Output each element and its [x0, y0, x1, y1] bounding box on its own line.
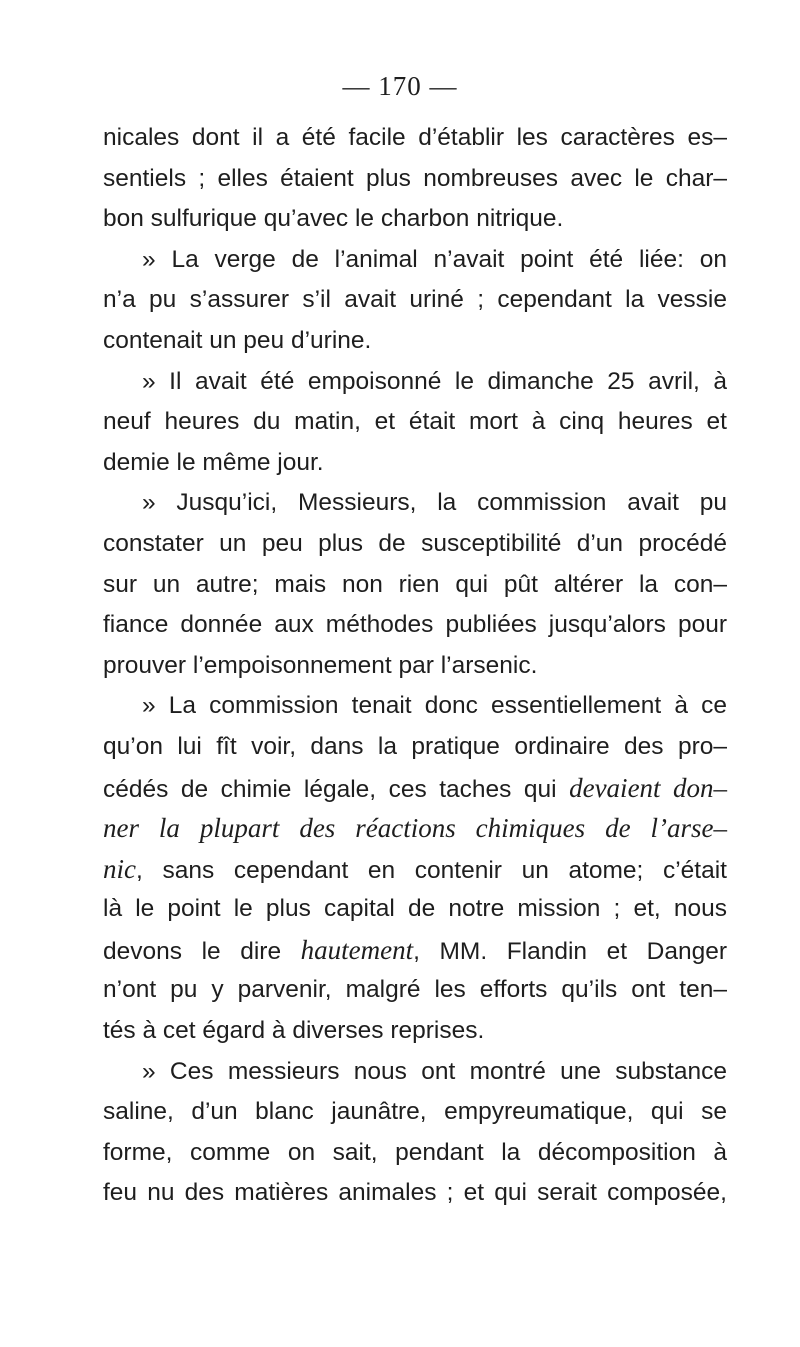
text-segment: feu nu des matières animales ; et qui serait composée,	[103, 1179, 727, 1207]
italic-text-segment: ner la plupart des réactions chimiques de l’arse–	[103, 813, 727, 844]
text-segment: n’a pu s’assurer s’il avait uriné ; cependant la vessie	[103, 286, 727, 314]
text-segment: neuf heures du matin, et était mort à cinq heures et	[103, 408, 727, 436]
text-segment: prouver l’empoisonnement par l’arsenic.	[103, 651, 538, 679]
text-segment: contenait un peu d’urine.	[103, 326, 372, 354]
text-line	[103, 159, 727, 200]
text-segment: fiance donnée aux méthodes publiées jusqu’alors pour	[103, 611, 727, 639]
text-line	[103, 1052, 727, 1093]
text-line	[103, 565, 727, 606]
text-line	[103, 1011, 727, 1052]
text-segment: , sans cependant en contenir un atome; c’était	[136, 856, 727, 884]
text-segment: tés à cet égard à diverses reprises.	[103, 1017, 485, 1045]
text-segment: » La verge de l’animal n’avait point été liée: on	[142, 245, 727, 273]
text-segment: bon sulfurique qu’avec le charbon nitrique.	[103, 205, 564, 233]
text-line	[103, 118, 727, 159]
text-line	[103, 483, 727, 524]
text-line	[103, 605, 727, 646]
text-segment: , MM. Flandin et Danger	[413, 937, 727, 965]
text-line	[103, 1092, 727, 1133]
text-segment: qu’on lui fît voir, dans la pratique ordinaire des pro–	[103, 732, 727, 760]
text-line	[103, 1173, 727, 1214]
text-line	[103, 727, 727, 768]
text-line	[103, 524, 727, 565]
text-line	[103, 362, 727, 403]
text-line	[103, 808, 727, 849]
text-segment: là le point le plus capital de notre mission ; et, nous	[103, 895, 727, 923]
text-line	[103, 280, 727, 321]
text-line	[103, 646, 727, 687]
text-segment: » Ces messieurs nous ont montré une substance	[142, 1057, 727, 1085]
text-line	[103, 199, 727, 240]
italic-text-segment: nic	[103, 853, 136, 884]
text-segment: sentiels ; elles étaient plus nombreuses avec le char–	[103, 164, 727, 192]
text-segment: sur un autre; mais non rien qui pût altérer la con–	[103, 570, 727, 598]
text-segment: » Il avait été empoisonné le dimanche 25 avril, à	[142, 367, 727, 395]
text-line	[103, 889, 727, 930]
text-line	[103, 768, 727, 809]
body-text	[103, 118, 727, 1214]
text-segment: cédés de chimie légale, ces taches qui	[103, 775, 570, 803]
text-line	[103, 686, 727, 727]
italic-text-segment: devaient don–	[569, 772, 727, 803]
text-segment: devons le dire	[103, 937, 301, 965]
text-line	[103, 970, 727, 1011]
text-line	[103, 321, 727, 362]
text-segment: n’ont pu y parvenir, malgré les efforts qu’ils ont ten–	[103, 976, 727, 1004]
text-line	[103, 930, 727, 971]
text-segment: » La commission tenait donc essentiellement à ce	[142, 692, 727, 720]
text-line	[103, 240, 727, 281]
text-line	[103, 402, 727, 443]
text-segment: demie le même jour.	[103, 448, 324, 476]
text-segment: saline, d’un blanc jaunâtre, empyreumatique, qui se	[103, 1098, 727, 1126]
text-line	[103, 1133, 727, 1174]
text-segment: nicales dont il a été facile d’établir les caractères es–	[103, 124, 727, 151]
text-line	[103, 443, 727, 484]
text-segment: » Jusqu’ici, Messieurs, la commission avait pu	[142, 489, 727, 517]
text-segment: constater un peu plus de susceptibilité d’un procédé	[103, 529, 727, 557]
italic-text-segment: hautement	[300, 934, 414, 965]
page-number: — 170 —	[342, 71, 458, 101]
text-segment: forme, comme on sait, pendant la décomposition à	[103, 1138, 727, 1166]
text-line	[103, 849, 727, 890]
